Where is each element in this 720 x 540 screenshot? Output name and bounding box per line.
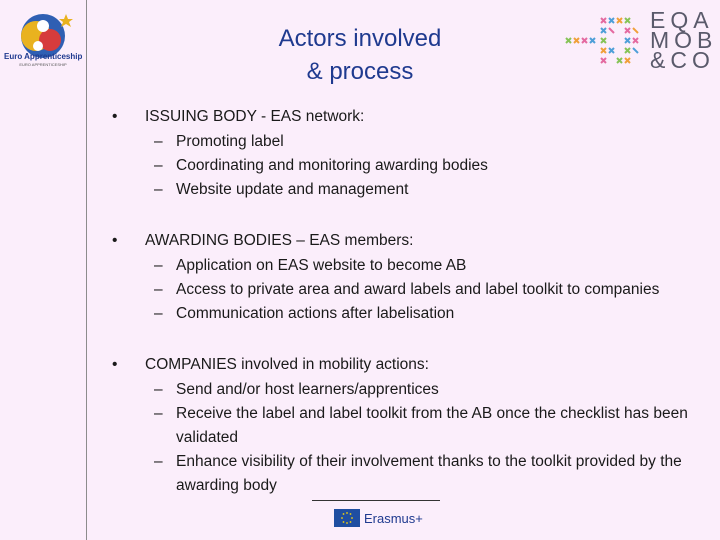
- dash: –: [154, 381, 163, 398]
- erasmus-logo: [332, 507, 442, 529]
- bullet-label: AWARDING BODIES – EAS members:: [145, 232, 414, 249]
- dash: –: [154, 133, 163, 150]
- bullet-row: [112, 352, 712, 378]
- sub-list: [112, 378, 712, 498]
- title-line-2: & process: [306, 58, 414, 85]
- eqa-mob-co-wordmark: [650, 7, 718, 73]
- list-item: [112, 278, 712, 302]
- eu-flag-icon: [334, 509, 360, 527]
- erasmus-text: Erasmus+: [364, 511, 423, 526]
- list-item: [112, 450, 712, 498]
- logo-text: Euro Apprenticeship: [4, 52, 83, 61]
- list-item-text: Send and/or host learners/apprentices: [176, 381, 439, 398]
- dash: –: [154, 281, 163, 298]
- bullet-dot: •: [112, 356, 118, 373]
- dash: –: [154, 453, 163, 470]
- wordmark-line-1: EQA: [650, 7, 714, 33]
- list-item-text: Coordinating and monitoring awarding bodies: [176, 157, 488, 174]
- list-item-text: Enhance visibility of their involvement thanks to the toolkit provided by the awarding body: [176, 453, 682, 494]
- footer-divider: [312, 500, 440, 501]
- logo-subtext: EURO APPRENTICESHIP: [19, 62, 67, 67]
- bullet-issuing-body: [112, 104, 712, 202]
- list-item-text: Receive the label and label toolkit from the AB once the checklist has been validated: [176, 405, 688, 446]
- dash: –: [154, 257, 163, 274]
- bullet-dot: •: [112, 232, 118, 249]
- list-item-text: Access to private area and award labels and label toolkit to companies: [176, 281, 660, 298]
- list-item-text: Website update and management: [176, 181, 409, 198]
- wordmark-line-3: &CO: [650, 47, 715, 73]
- list-item: [112, 254, 712, 278]
- sub-list: [112, 130, 712, 202]
- dash: –: [154, 181, 163, 198]
- bullet-label: COMPANIES involved in mobility actions:: [145, 356, 429, 373]
- bullet-list: [112, 104, 712, 524]
- bullet-row: [112, 228, 712, 254]
- bullet-companies: [112, 352, 712, 498]
- dash: –: [154, 305, 163, 322]
- list-item: [112, 178, 712, 202]
- list-item: [112, 378, 712, 402]
- list-item: [112, 402, 712, 450]
- bullet-dot: •: [112, 108, 118, 125]
- bullet-row: [112, 104, 712, 130]
- title-line-1: Actors involved: [278, 25, 442, 52]
- bullet-label: ISSUING BODY - EAS network:: [145, 108, 365, 125]
- list-item-text: Promoting label: [176, 133, 284, 150]
- list-item: [112, 302, 712, 326]
- page-title: [200, 22, 520, 88]
- list-item: [112, 130, 712, 154]
- wordmark-line-2: MOB: [650, 27, 718, 53]
- left-logo-panel: [0, 0, 87, 540]
- list-item-text: Application on EAS website to become AB: [176, 257, 467, 274]
- bullet-awarding-bodies: [112, 228, 712, 326]
- list-item-text: Communication actions after labelisation: [176, 305, 455, 322]
- list-item: [112, 154, 712, 178]
- dash: –: [154, 405, 163, 422]
- sub-list: [112, 254, 712, 326]
- dash: –: [154, 157, 163, 174]
